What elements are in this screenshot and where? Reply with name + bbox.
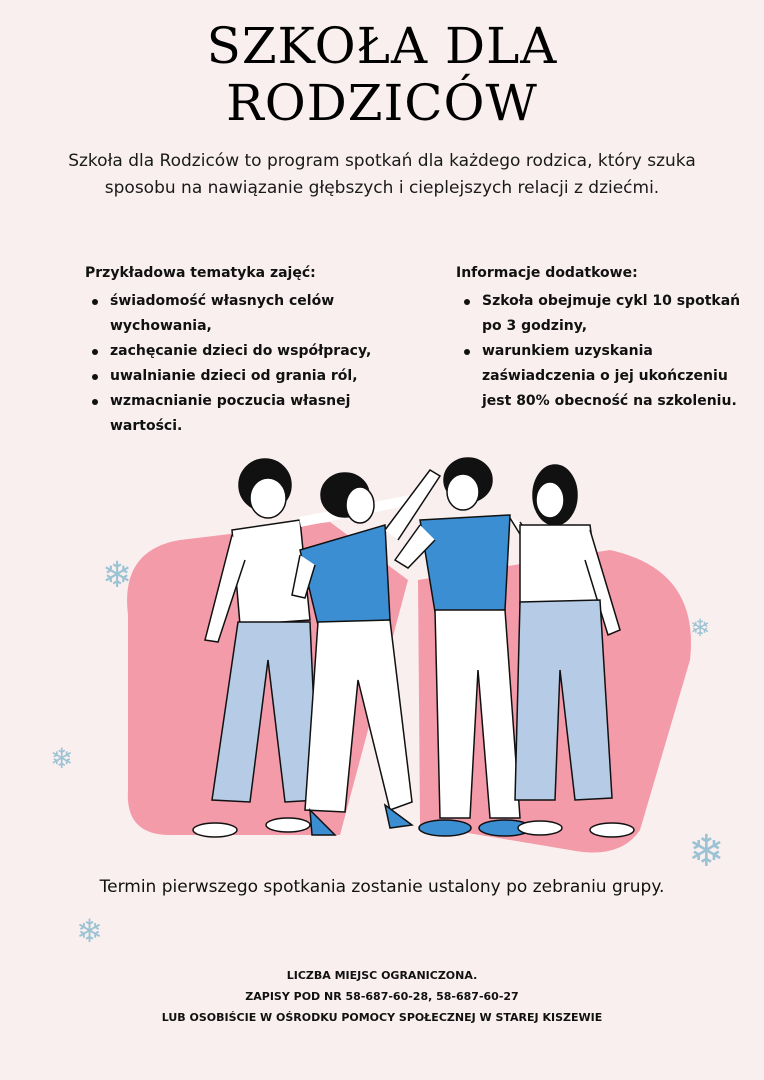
first-meeting-note: Termin pierwszego spotkania zostanie ustalony po zebraniu grupy.: [99, 877, 665, 897]
footer-line-1: LICZBA MIEJSC OGRANICZONA.: [286, 969, 478, 982]
info-heading: Informacje dodatkowe:: [456, 265, 638, 281]
list-item: warunkiem uzyskania zaświadczenia o jej ukończeniu jest 80% obecność na szkoleniu.: [456, 339, 754, 414]
snowflake-icon: ❄: [102, 555, 133, 596]
footer-line-2: ZAPISY POD NR 58-687-60-28, 58-687-60-27: [245, 990, 519, 1003]
poster-title: [0, 18, 764, 132]
intro-paragraph: Szkoła dla Rodziców to program spotkań dla każdego rodzica, który szuka sposobu na nawiązanie głębszych i cieplejszych relacji z dziećmi.: [68, 151, 696, 198]
snowflake-icon: ❄: [76, 912, 103, 950]
footer-info: [0, 965, 764, 1028]
topics-list: [84, 289, 374, 439]
snowflake-icon: ❄: [688, 826, 725, 877]
list-item: Szkoła obejmuje cykl 10 spotkań po 3 godziny,: [456, 289, 754, 339]
title-line-2: RODZICÓW: [226, 74, 538, 132]
list-item: zachęcanie dzieci do współpracy,: [84, 339, 374, 364]
list-item: świadomość własnych celów wychowania,: [84, 289, 374, 339]
snowflake-icon: ❄: [690, 614, 711, 642]
topics-heading: Przykładowa tematyka zajęć:: [85, 265, 316, 281]
footer-line-3: LUB OSOBIŚCIE W OŚRODKU POMOCY SPOŁECZNEJ W STAREJ KISZEWIE: [161, 1011, 603, 1024]
info-list: [456, 289, 754, 414]
list-item: uwalnianie dzieci od grania ról,: [84, 364, 374, 389]
title-line-1: SZKOŁA DLA: [206, 17, 558, 75]
list-item: wzmacnianie poczucia własnej wartości.: [84, 389, 374, 439]
snowflake-icon: ❄: [50, 742, 74, 775]
people-high-five-illustration: [0, 430, 764, 870]
